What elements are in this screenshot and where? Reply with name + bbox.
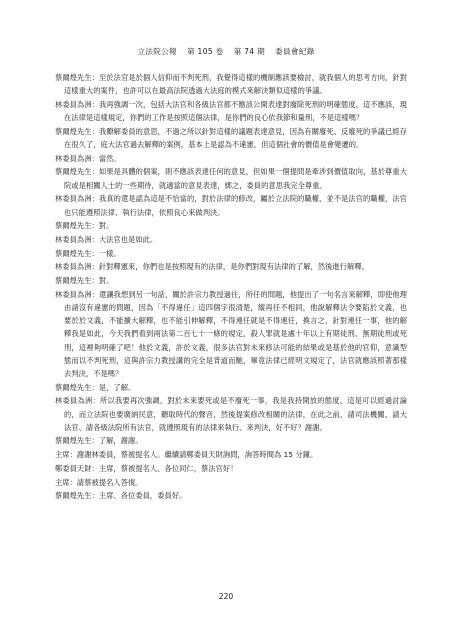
speaker-label: 鄭委員天財：: [55, 463, 99, 473]
transcript-paragraph: [55, 247, 407, 260]
paragraph-text: 大法官也是如此。: [98, 234, 158, 244]
paragraph-text: 我瞭解委員的意思，不過之所以針對這樣的議題表達意見，因為有關廢死、反廢死的爭議已經存在很久了，庭大法官過去解釋的案例，基本上是認為不違憲，但這個社會的價值是會變遷的。: [64, 126, 407, 150]
transcript-paragraph: [55, 462, 407, 475]
transcript-body: [55, 71, 407, 503]
paragraph-text: 還讓我想到另一句話，關於許宗力教授過往，所任的問題，他提出了一句名言來解釋，即使他理由諸沒有違憲的問題，因為「不得違任」這四個字很清楚，縱再任不相同，他說解釋法令要陷於文義，也要於於文義，不能擴大解釋，也不能引伸解釋，不得連任就是不得連任，換言之，針對連任一事，他的解釋我是如此，今天我們看到兩法第二百七十一條的規定，殺人罪就是處十年以上有期徒刑、無期徒刑或死刑，這裡夠明確了吧！他於文義，許於文義，很多法官對未來修法可能的結果或是基於他的官仰，意識型態而以不判死刑，這與許宗力教授講的完全是背道而馳，畢竟法律已經明文規定了，法官就應該照著那樣去判決，不是嗎？: [64, 289, 407, 378]
transcript-paragraph: [55, 152, 407, 165]
paragraph-text: 一樣。: [98, 248, 121, 258]
speaker-label: 林委員為洲：: [55, 396, 100, 406]
paragraph-text: 針對釋憲來，你們也是按照現有的法律，是你們對現有法律的了解，然後進行解釋。: [98, 262, 369, 272]
volume-number: 第 105 卷: [186, 47, 224, 56]
transcript-paragraph: [55, 219, 407, 232]
transcript-paragraph: [55, 381, 407, 394]
speaker-label: 林委員為洲：: [55, 262, 99, 272]
speaker-label: 林委員為洲：: [55, 99, 100, 109]
transcript-paragraph: [55, 288, 407, 380]
speaker-label: 蔡爾煌先生：: [55, 436, 99, 446]
paragraph-text: 對。: [98, 276, 114, 286]
paragraph-text: 對。: [98, 221, 114, 231]
paragraph-text: 主席、各位委員，委員好。: [98, 491, 187, 501]
paragraph-text: 當然。: [98, 153, 121, 163]
transcript-paragraph: [55, 165, 407, 191]
issue-number: 第 74 期: [233, 47, 266, 56]
speaker-label: 蔡爾煌先生：: [55, 73, 100, 82]
speaker-label: 主席：: [55, 450, 77, 460]
page-header: [0, 47, 452, 57]
transcript-paragraph: [55, 448, 407, 461]
speaker-label: 林委員為洲：: [55, 289, 100, 299]
speaker-label: 林委員為洲：: [55, 194, 100, 204]
paragraph-text: 如果是具體的個案，則不應該表達任何的意見，但如果一個提問是牽涉到價值取向，基於尊重大院或是相關人士的一些期待，就適當的意見表達，綁之，委員的意思我完全尊重。: [64, 167, 407, 190]
speaker-label: 蔡爾煌先生：: [55, 276, 99, 286]
paragraph-text: 我真的還是認為這是不恰當的，對於法律的修改，屬於立法院的職權，並不是法官的職權，法官也只能遵照法律、執行法律，依照良心來做判決。: [64, 194, 407, 217]
speaker-label: 蔡爾煌先生：: [55, 382, 99, 392]
transcript-paragraph: [55, 394, 407, 434]
paragraph-text: 至於法官是於個人信仰而不判死刑，我覺得這樣的機制應該要檢討，就我個人的思考方向，針對這樣重大的案件，也許可以在最高法院透過大法庭的模式來解決類似這樣的爭議。: [64, 73, 407, 96]
paragraph-text: 了解，謝謝。: [98, 436, 143, 446]
page-number: 220: [218, 592, 234, 601]
paragraph-text: 所以我要再次強調，對於未來要死或是不廢死一事，我是我持開放的態度，這是可以經過討論的，而立法院也要廣納民意，聽取時代的聲音，然後提案修改相關的法律，在此之前，請司法機關、請大法官、請各級法院所有法官，就遵照現有的法律來執行、來判決，好不好？謝謝。: [64, 396, 407, 432]
transcript-paragraph: [55, 274, 407, 287]
speaker-label: 林委員為洲：: [55, 234, 99, 244]
speaker-label: 蔡爾煌先生：: [55, 248, 99, 258]
transcript-paragraph: [55, 476, 407, 489]
transcript-paragraph: [55, 192, 407, 218]
paragraph-text: 主席，蔡被提名人、各位同仁，蔡法官好！: [98, 463, 238, 473]
paragraph-text: 我再強調一次，包括大法官和各級法官都不應該公開表達對廢除死刑的明確態度，這不應該，現在法律是這樣規定，你們的工作是按照這個法律，是你們的良心依我節和量刑，不是這樣嗎？: [64, 99, 407, 123]
transcript-paragraph: [55, 98, 407, 124]
transcript-paragraph: [55, 260, 407, 273]
transcript-paragraph: [55, 489, 407, 502]
speaker-label: 蔡爾煌先生：: [55, 126, 100, 136]
transcript-paragraph: [55, 125, 407, 151]
transcript-paragraph: [55, 233, 407, 246]
transcript-paragraph: [55, 71, 407, 97]
speaker-label: 蔡爾煌先生：: [55, 167, 100, 177]
transcript-paragraph: [55, 434, 407, 447]
paragraph-text: 請蔡被提名人答復。: [76, 477, 143, 487]
speaker-label: 蔡爾煌先生：: [55, 491, 99, 501]
section-title: 委員會紀錄: [275, 47, 315, 56]
publication-name: 立法院公報: [137, 47, 177, 56]
paragraph-text: 謝謝林委員，蔡被提名人。繼續請鄭委員天財詢問，詢答時間為 15 分鐘。: [76, 450, 318, 460]
speaker-label: 林委員為洲：: [55, 153, 99, 163]
paragraph-text: 是，了解。: [98, 382, 136, 392]
speaker-label: 主席：: [55, 477, 77, 487]
speaker-label: 蔡爾煌先生：: [55, 221, 99, 231]
